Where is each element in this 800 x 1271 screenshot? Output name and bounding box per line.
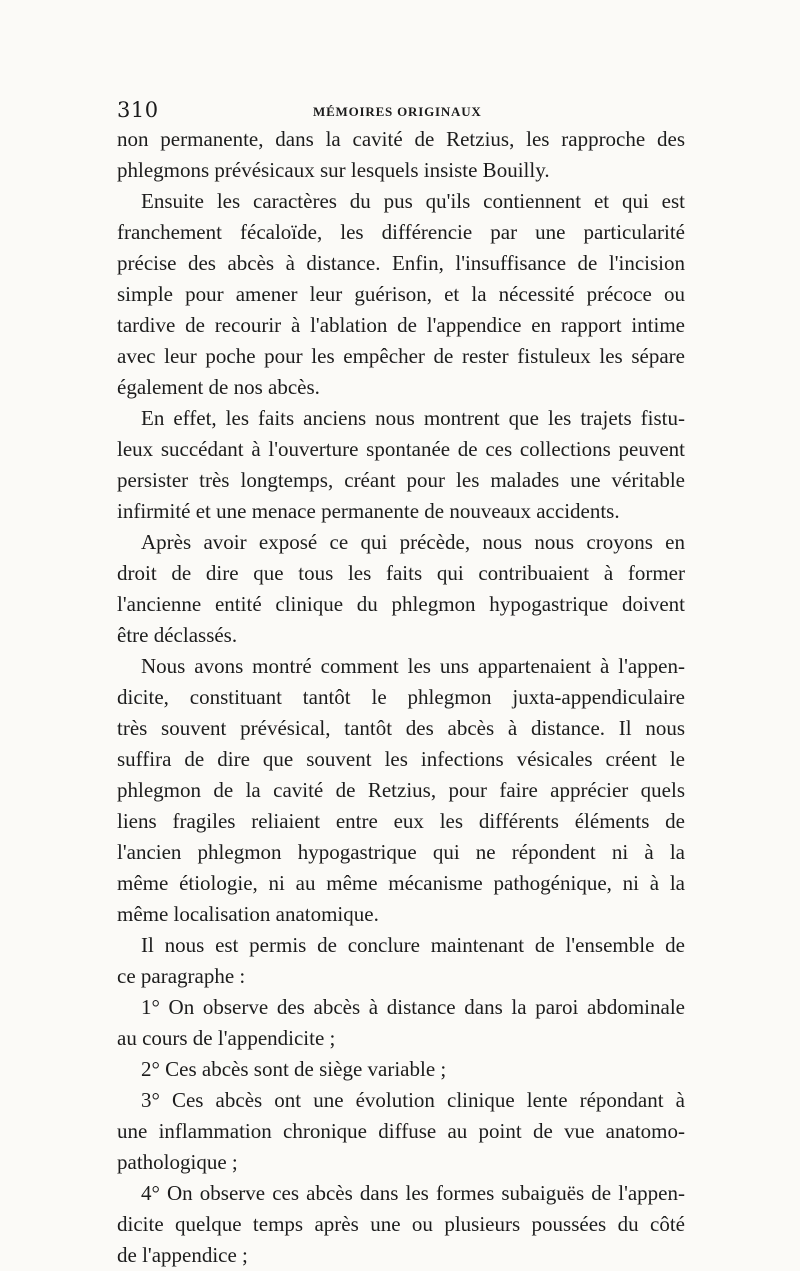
text-line: infirmité et une menace permanente de nouveaux accidents. [117, 499, 620, 523]
text-line: être déclassés. [117, 623, 238, 647]
text-line: l'ancien phlegmon hypogastrique qui ne répondent ni à la [117, 840, 685, 864]
text-line: même étiologie, ni au même mécanisme pathogénique, ni à la [117, 871, 685, 895]
page-header [117, 98, 697, 126]
text-line: 4° On observe ces abcès dans les formes subaiguës de l'appen- [141, 1181, 685, 1205]
text-line: l'ancienne entité clinique du phlegmon hypogastrique doivent [117, 592, 685, 616]
running-head: MÉMOIRES ORIGINAUX [313, 104, 482, 119]
text-line: phlegmons prévésicaux sur lesquels insiste Bouilly. [117, 158, 550, 182]
text-line: tardive de recourir à l'ablation de l'appendice en rapport intime [117, 313, 685, 337]
text-line: pathologique ; [117, 1150, 238, 1174]
text-line: précise des abcès à distance. Enfin, l'insuffisance de l'incision [117, 251, 685, 275]
text-line: simple pour amener leur guérison, et la nécessité précoce ou [117, 282, 685, 306]
text-line: de l'appendice ; [117, 1243, 248, 1267]
text-line: une inflammation chronique diffuse au point de vue anatomo- [117, 1119, 685, 1143]
text-line: Nous avons montré comment les uns appartenaient à l'appen- [141, 654, 685, 678]
text-line: persister très longtemps, créant pour les malades une véritable [117, 468, 685, 492]
text-line: Après avoir exposé ce qui précède, nous nous croyons en [141, 530, 685, 554]
text-line: dicite quelque temps après une ou plusieurs poussées du côté [117, 1212, 685, 1236]
text-line: très souvent prévésical, tantôt des abcès à distance. Il nous [117, 716, 685, 740]
text-line: ce paragraphe : [117, 964, 246, 988]
text-line: dicite, constituant tantôt le phlegmon juxta-appendiculaire [117, 685, 685, 709]
text-line: même localisation anatomique. [117, 902, 379, 926]
text-line: Il nous est permis de conclure maintenant de l'ensemble de [141, 933, 685, 957]
text-line: franchement fécaloïde, les différencie par une particularité [117, 220, 685, 244]
text-line: 2° Ces abcès sont de siège variable ; [141, 1057, 447, 1081]
text-line: leux succédant à l'ouverture spontanée de ces collections peuvent [117, 437, 685, 461]
body-text [117, 124, 685, 1271]
text-line: liens fragiles reliaient entre eux les différents éléments de [117, 809, 685, 833]
text-line: 1° On observe des abcès à distance dans la paroi abdominale [141, 995, 685, 1019]
text-line: avec leur poche pour les empêcher de rester fistuleux les sépare [117, 344, 685, 368]
text-line: phlegmon de la cavité de Retzius, pour faire apprécier quels [117, 778, 685, 802]
page-number: 310 [117, 98, 159, 122]
text-line: suffira de dire que souvent les infections vésicales créent le [117, 747, 685, 771]
text-line: 3° Ces abcès ont une évolution clinique lente répondant à [141, 1088, 685, 1112]
text-line: En effet, les faits anciens nous montrent que les trajets fistu- [141, 406, 685, 430]
text-line: au cours de l'appendicite ; [117, 1026, 336, 1050]
text-line: non permanente, dans la cavité de Retzius, les rapproche des [117, 127, 685, 151]
text-line: Ensuite les caractères du pus qu'ils contiennent et qui est [141, 189, 685, 213]
text-line: également de nos abcès. [117, 375, 320, 399]
text-line: droit de dire que tous les faits qui contribuaient à former [117, 561, 685, 585]
